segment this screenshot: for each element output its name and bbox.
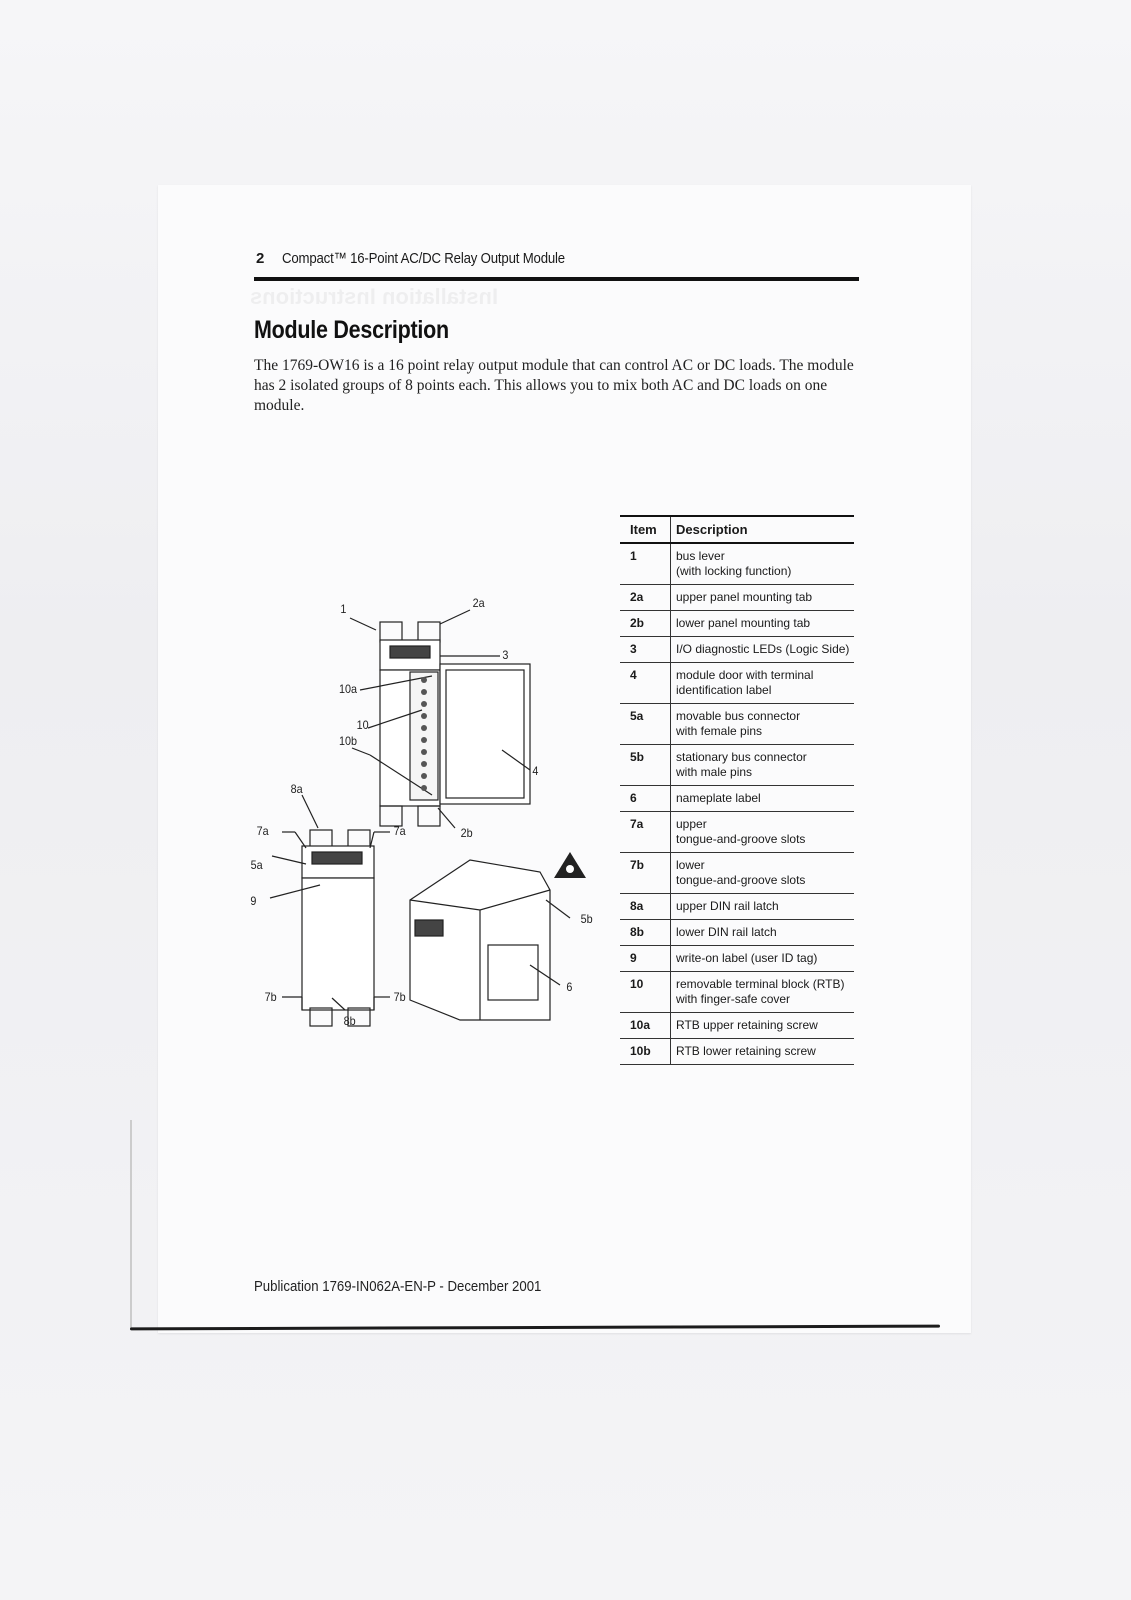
table-row [620,611,854,637]
item-description-table [620,515,854,1065]
item-description: upper panel mounting tab [671,585,855,611]
callout-2a: 2a [472,596,485,610]
table-row [620,745,854,786]
description-line: with female pins [676,724,763,738]
table-row [620,585,854,611]
item-number: 8a [620,894,671,920]
callout-8b: 8b [343,1014,356,1028]
item-number: 5b [620,745,671,786]
module-diagram [250,596,610,1040]
item-description: lower DIN rail latch [671,920,855,946]
section-paragraph: The 1769-OW16 is a 16 point relay output module that can control AC or DC loads. The module has 2 isolated groups of 8 points each. This allows you to mix both AC and DC loads on one module. [254,357,854,414]
item-number: 9 [620,946,671,972]
description-line: identification label [676,683,772,697]
item-number: 4 [620,663,671,704]
item-description [671,704,855,745]
table-row [620,786,854,812]
header-rule [254,277,859,281]
module-illustration [250,600,610,1040]
table-row [620,853,854,894]
table-row [620,1013,854,1039]
table-row [620,812,854,853]
section-title: Module Description [254,316,449,344]
item-description: write-on label (user ID tag) [671,946,855,972]
running-title: Compact™ 16-Point AC/DC Relay Output Module [282,250,566,267]
callout-2b: 2b [460,826,473,840]
callout-10a: 10a [339,682,358,696]
item-number: 7b [620,853,671,894]
item-number: 10a [620,1013,671,1039]
callout-6: 6 [566,980,573,994]
description-line: tongue-and-groove slots [676,832,806,846]
item-number: 6 [620,786,671,812]
callout-3: 3 [502,648,509,662]
description-line: stationary bus connector [676,750,807,764]
callout-5b: 5b [580,912,593,926]
item-number: 2a [620,585,671,611]
description-line: removable terminal block (RTB) [676,977,845,991]
callout-10: 10 [356,718,369,732]
item-description [671,745,855,786]
item-number: 8b [620,920,671,946]
item-number: 10 [620,972,671,1013]
description-line: bus lever [676,549,725,563]
table-row [620,972,854,1013]
callout-4: 4 [532,764,539,778]
description-line: tongue-and-groove slots [676,873,806,887]
table-row [620,663,854,704]
bleed-through-text: Installation Instructions [250,284,499,309]
item-number: 10b [620,1039,671,1065]
underlying-sheet-edge [130,1120,138,1330]
callout-10b: 10b [339,734,358,748]
callout-7a-right: 7a [393,824,406,838]
table-row [620,704,854,745]
description-line: with male pins [676,765,753,779]
callout-1: 1 [340,602,347,616]
item-description: RTB upper retaining screw [671,1013,855,1039]
item-description: upper DIN rail latch [671,894,855,920]
callout-7b-left: 7b [264,990,277,1004]
table-row [620,543,854,585]
table-row [620,894,854,920]
item-number: 5a [620,704,671,745]
publication-footer: Publication 1769-IN062A-EN-P - December 2001 [254,1278,542,1295]
callout-8a: 8a [290,782,303,796]
item-description [671,853,855,894]
page-number: 2 [256,250,265,267]
description-line: movable bus connector [676,709,801,723]
table-row [620,637,854,663]
item-description [671,972,855,1013]
item-number: 2b [620,611,671,637]
item-number: 7a [620,812,671,853]
description-line: lower [676,858,705,872]
column-header-description: Description [671,516,855,543]
table-header-row [620,516,854,543]
item-number: 3 [620,637,671,663]
item-description [671,812,855,853]
description-line: module door with terminal [676,668,814,682]
item-description: RTB lower retaining screw [671,1039,855,1065]
running-header [256,250,604,267]
item-description: I/O diagnostic LEDs (Logic Side) [671,637,855,663]
item-description: nameplate label [671,786,855,812]
item-description: lower panel mounting tab [671,611,855,637]
item-description [671,663,855,704]
table-row [620,946,854,972]
callout-5a: 5a [250,858,263,872]
description-line: (with locking function) [676,564,792,578]
description-line: with finger-safe cover [676,992,791,1006]
table-row [620,1039,854,1065]
item-description [671,543,855,585]
item-number: 1 [620,543,671,585]
esd-warning-icon [552,850,588,880]
callout-7a-left: 7a [256,824,269,838]
column-header-item: Item [620,516,671,543]
callout-9: 9 [250,894,257,908]
description-line: upper [676,817,707,831]
table-row [620,920,854,946]
callout-7b-right: 7b [393,990,406,1004]
